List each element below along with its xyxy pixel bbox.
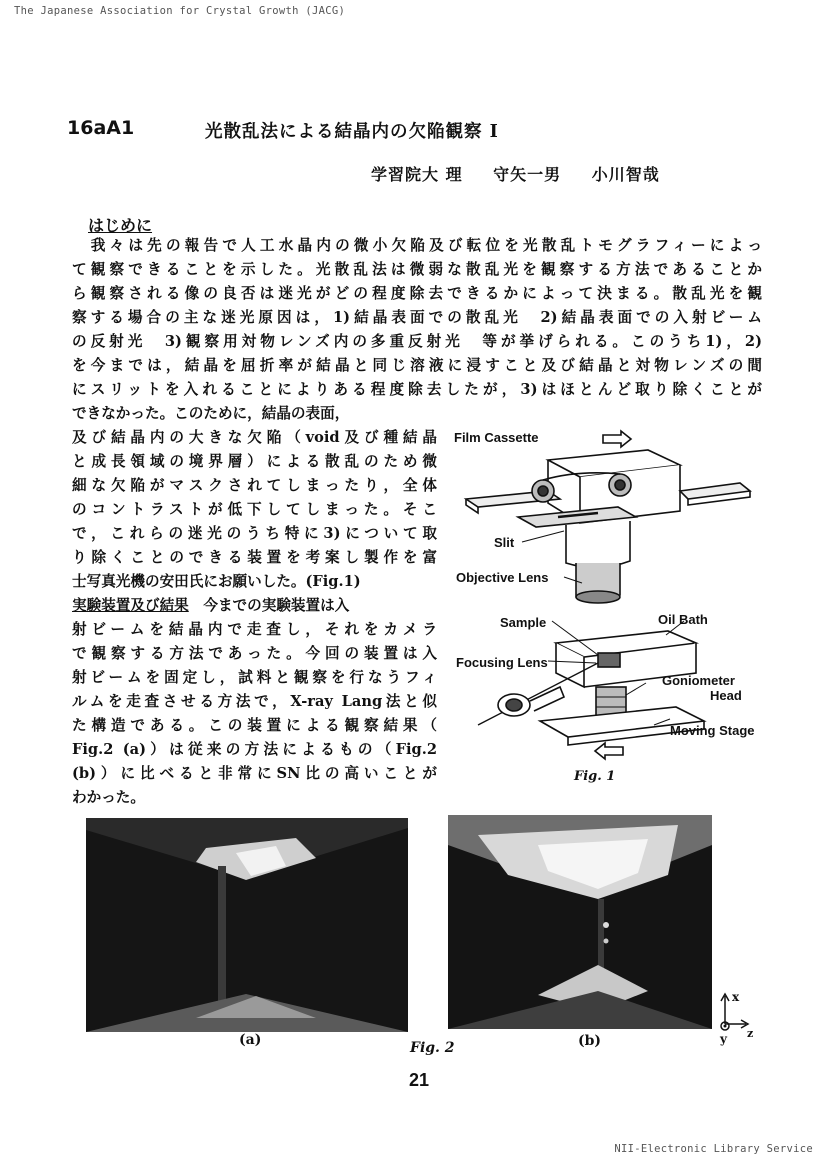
fig1-caption: Fig. 1 xyxy=(574,769,616,784)
photo-b xyxy=(448,815,712,1029)
text-line: 士写真光機の安田氏にお願いした。(Fig.1) xyxy=(72,573,361,590)
text-span: 今までの実験装置は入 xyxy=(188,597,350,614)
photo-b-image xyxy=(448,815,712,1029)
text-line: 射ビームを結晶内で走査し，それをカメラ xyxy=(72,621,437,638)
text-line xyxy=(72,594,437,618)
fig2-caption: Fig. 2 xyxy=(410,1040,455,1056)
text-line: り除くことのできる装置を考案し製作を富 xyxy=(72,549,437,566)
body-column xyxy=(72,426,437,810)
text-line: と成長領域の境界層）による散乱のため微 xyxy=(72,453,437,470)
label-goniometer: Goniometer xyxy=(662,673,735,688)
text-line: た構造である。この装置による観察結果（ xyxy=(72,717,437,734)
text-line: 我々は先の報告で人工水晶内の微小欠陥及び転位を光散乱トモグラフィーによっ xyxy=(72,237,762,254)
text-line: できなかった。このために，結晶の表面， xyxy=(72,405,350,422)
photo-a-image xyxy=(86,818,408,1032)
label-objective-lens: Objective Lens xyxy=(456,570,549,585)
fig2-label-b: (b) xyxy=(578,1033,602,1049)
paper-title: 光散乱法による結晶内の欠陥観察 I xyxy=(205,122,499,142)
text-line: わかった。 xyxy=(72,789,145,806)
intro-paragraph xyxy=(72,234,762,426)
text-line: 察する場合の主な迷光原因は，1)結晶表面での散乱光 2)結晶表面での入射ビーム xyxy=(72,309,762,326)
text-line: にスリットを入れることによりある程度除去したが，3)はほとんど取り除くことが xyxy=(72,381,762,398)
axes-indicator xyxy=(716,990,756,1046)
text-line: を今までは，結晶を屈折率が結晶と同じ溶液に浸すこと及び結晶と対物レンズの間 xyxy=(72,357,762,374)
section-heading-experiment: 実験装置及び結果 xyxy=(72,597,189,614)
label-sample: Sample xyxy=(500,615,547,630)
page-number: 21 xyxy=(409,1070,430,1090)
label-focusing-lens: Focusing Lens xyxy=(456,655,548,670)
running-header: The Japanese Association for Crystal Growth (JACG) xyxy=(14,5,346,17)
paper-code: 16aA1 xyxy=(67,117,135,139)
text-line: Fig.2 (a)）は従来の方法によるもの（Fig.2 xyxy=(72,741,437,758)
label-head: Head xyxy=(710,688,742,703)
text-line: で観察する方法であった。今回の装置は入 xyxy=(72,645,437,662)
text-line: て観察できることを示した。光散乱法は微弱な散乱光を観察する方法であることか xyxy=(72,261,762,278)
label-moving-stage: Moving Stage xyxy=(670,723,755,738)
axis-x-label: x xyxy=(732,990,740,1004)
text-line: 細な欠陥がマスクされてしまったり，全体 xyxy=(72,477,437,494)
photo-a xyxy=(86,818,408,1032)
author-1: 守矢一男 xyxy=(493,165,562,184)
figure-1 xyxy=(448,425,778,790)
text-line: で，これらの迷光のうち特に3)について取 xyxy=(72,525,437,542)
text-line: のコントラストが低下してしまった。そこ xyxy=(72,501,437,518)
fig2-label-a: (a) xyxy=(239,1032,262,1048)
text-line: 及び結晶内の大きな欠陥（void及び種結晶 xyxy=(72,429,437,446)
text-line: ルムを走査させる方法で，X-ray Lang法と似 xyxy=(72,693,437,710)
text-line: (b)）に比べると非常にSN比の高いことが xyxy=(72,765,437,782)
label-oil-bath: Oil Bath xyxy=(658,612,708,627)
text-line: ら観察される像の良否は迷光がどの程度除去できるかによって決まる。散乱光を観 xyxy=(72,285,762,302)
label-film-cassette: Film Cassette xyxy=(454,430,539,445)
section-heading-intro: はじめに xyxy=(88,216,153,235)
text-line: 射ビームを固定し，試料と観察を行なうフィ xyxy=(72,669,437,686)
author-2: 小川智哉 xyxy=(591,165,660,184)
label-slit: Slit xyxy=(494,535,515,550)
text-line: の反射光 3)観察用対物レンズ内の多重反射光 等が挙げられる。このうち1)，2) xyxy=(72,333,762,350)
institution: 学習院大 理 xyxy=(371,165,463,184)
axis-z-label: z xyxy=(747,1027,754,1040)
running-footer: NII-Electronic Library Service xyxy=(614,1143,813,1155)
affiliation xyxy=(371,162,684,185)
axis-y-label: y xyxy=(720,1032,727,1046)
